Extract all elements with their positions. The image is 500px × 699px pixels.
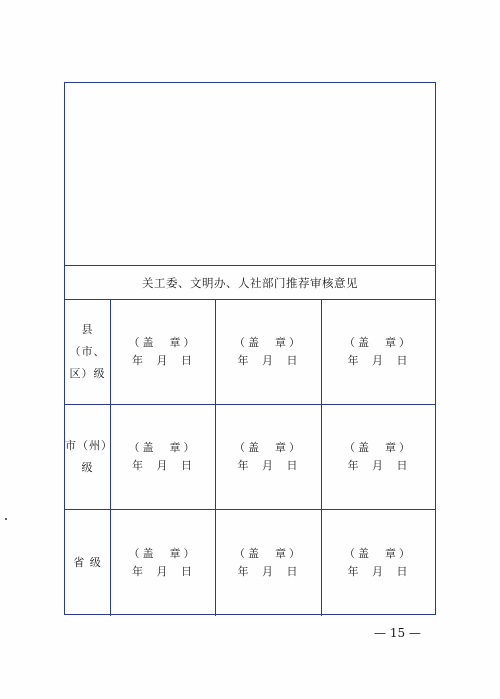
level-label-city	[65, 405, 111, 510]
seal-cell	[111, 300, 216, 405]
level-label-line: 县（市、	[69, 323, 106, 358]
seal-cell	[111, 405, 216, 510]
seal-text: （盖 章）	[344, 547, 413, 560]
seal-cell	[216, 510, 322, 616]
date-text: 年 月 日	[347, 354, 410, 367]
seal-cell	[216, 405, 322, 510]
date-text: 年 月 日	[237, 565, 300, 578]
date-text: 年 月 日	[237, 459, 300, 472]
section-title: 关工委、文明办、人社部门推荐审核意见	[65, 265, 435, 300]
seal-cell	[322, 300, 435, 405]
page-number: — 15 —	[374, 626, 421, 640]
date-text: 年 月 日	[347, 459, 410, 472]
seal-text: （盖 章）	[234, 547, 303, 560]
date-text: 年 月 日	[132, 459, 194, 472]
seal-cell	[216, 300, 322, 405]
seal-text: （盖 章）	[234, 336, 303, 349]
level-label-line: 市（州）	[65, 439, 113, 452]
date-text: 年 月 日	[132, 354, 194, 367]
seal-cell	[111, 510, 216, 616]
date-text: 年 月 日	[347, 565, 410, 578]
level-label-line: 区）级	[69, 367, 106, 380]
date-text: 年 月 日	[237, 354, 300, 367]
seal-cell	[322, 405, 435, 510]
blank-opinion-area	[65, 83, 435, 265]
date-text: 年 月 日	[132, 565, 194, 578]
level-label-county	[65, 300, 111, 405]
seal-text: （盖 章）	[128, 336, 198, 349]
level-label-line: 级	[81, 461, 94, 474]
level-label-province	[65, 510, 111, 616]
seal-text: （盖 章）	[234, 441, 303, 454]
seal-text: （盖 章）	[128, 547, 198, 560]
scan-speck	[5, 518, 7, 520]
level-label-line: 省 级	[73, 556, 102, 569]
seal-text: （盖 章）	[128, 441, 198, 454]
seal-text: （盖 章）	[344, 336, 413, 349]
review-form-table	[64, 82, 436, 615]
seal-cell	[322, 510, 435, 616]
review-grid	[65, 300, 435, 616]
seal-text: （盖 章）	[344, 441, 413, 454]
